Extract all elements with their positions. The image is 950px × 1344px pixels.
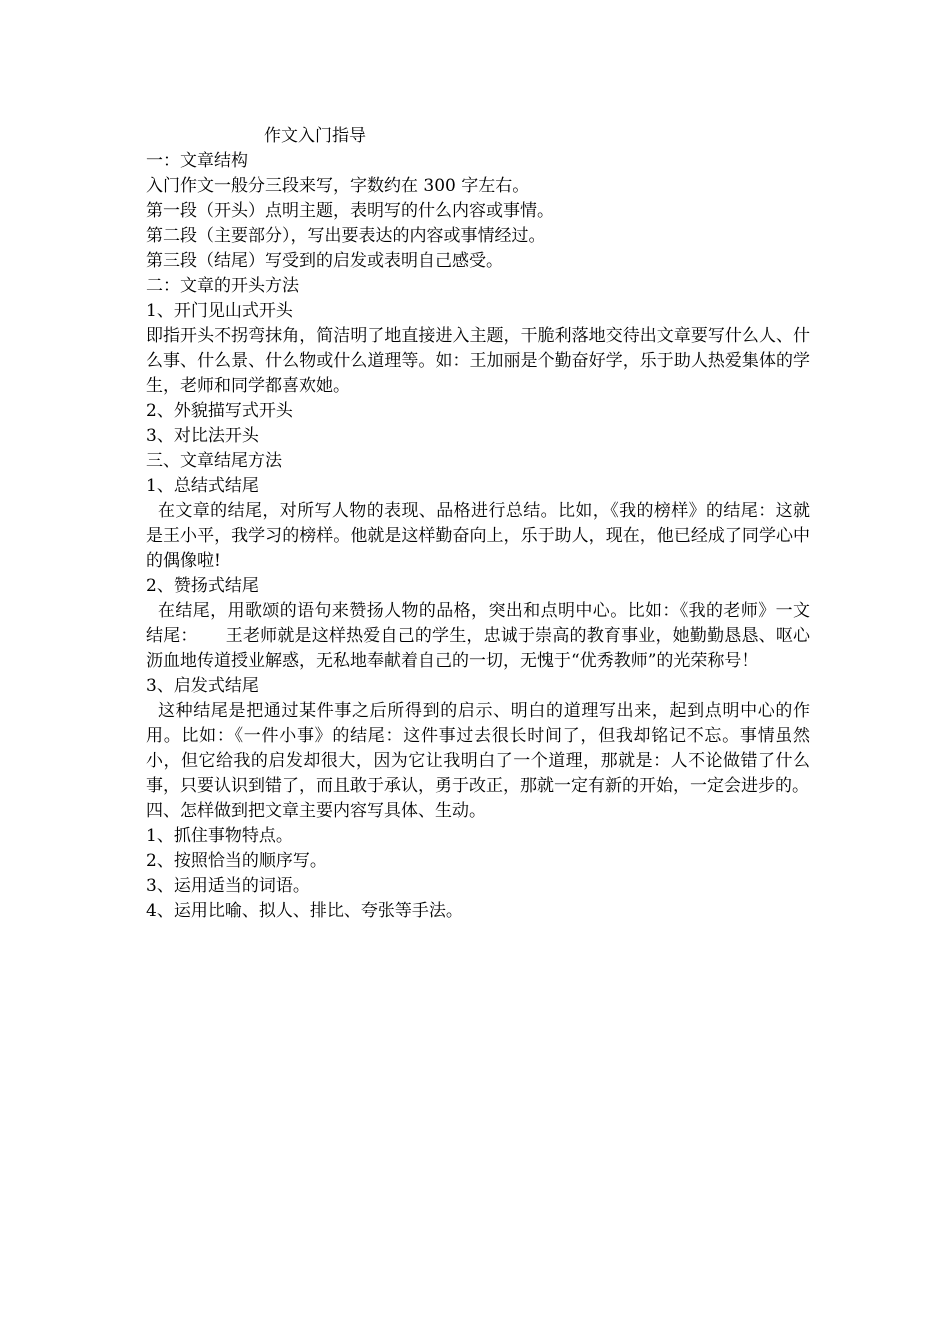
section-heading-opening: 二：文章的开头方法 — [146, 276, 299, 296]
structure-intro: 入门作文一般分三段来写，字数约在 300 字左右。 — [146, 176, 530, 196]
ending-method-3-text: 这种结尾是把通过某件事之后所得到的启示、明白的道理写出来，起到点明中心的作用。比如：《一件小事》的结尾：这件事过去很长时间了，但我却铭记不忘。事情虽然小，但它给我的启发却很大，因为它让我明白了一个道理，那就是：人不论做错了什么事，只要认识到错了，而且敢于承认，勇于改正，那就一定有新的开始，一定会进步的。 — [146, 701, 810, 796]
details-item-2: 2、按照恰当的顺序写。 — [146, 851, 327, 871]
opening-method-1-text: 即指开头不拐弯抹角，简洁明了地直接进入主题，干脆利落地交待出文章要写什么人、什么事、什么景、什么物或什么道理等。如：王加丽是个勤奋好学，乐于助人热爱集体的学生，老师和同学都喜欢她。 — [146, 326, 810, 396]
opening-method-3: 3、对比法开头 — [146, 426, 259, 446]
opening-method-2: 2、外貌描写式开头 — [146, 401, 293, 421]
ending-method-1-text: 在文章的结尾，对所写人物的表现、品格进行总结。比如，《我的榜样》的结尾：这就是王小平，我学习的榜样。他就是这样勤奋向上，乐于助人，现在，他已经成了同学心中的偶像啦! — [146, 501, 810, 571]
ending-method-1: 1、总结式结尾 — [146, 476, 259, 496]
structure-paragraph-1: 第一段（开头）点明主题，表明写的什么内容或事情。 — [146, 201, 554, 221]
structure-paragraph-3: 第三段（结尾）写受到的启发或表明自己感受。 — [146, 251, 503, 271]
details-item-3: 3、运用适当的词语。 — [146, 876, 310, 896]
ending-method-2: 2、赞扬式结尾 — [146, 576, 259, 596]
structure-paragraph-2: 第二段（主要部分），写出要表达的内容或事情经过。 — [146, 226, 546, 246]
document-body — [146, 124, 810, 924]
opening-method-1: 1、开门见山式开头 — [146, 301, 293, 321]
details-item-1: 1、抓住事物特点。 — [146, 826, 293, 846]
ending-method-2-text-b: 王老师就是这样热爱自己的学生，忠诚于崇高的教育事业，她勤勤恳恳、呕心沥血地传道授业解惑，无私地奉献着自己的一切，无愧于“优秀教师”的光荣称号！ — [146, 626, 811, 671]
section-heading-ending: 三、文章结尾方法 — [146, 451, 282, 471]
details-item-4: 4、运用比喻、拟人、排比、夸张等手法。 — [146, 901, 463, 921]
section-heading-structure: 一：文章结构 — [146, 151, 248, 171]
section-heading-details: 四、怎样做到把文章主要内容写具体、生动。 — [146, 801, 486, 821]
document-title: 作文入门指导 — [264, 126, 366, 146]
ending-method-3: 3、启发式结尾 — [146, 676, 259, 696]
ending-method-2-text-a: 在结尾，用歌颂的语句来赞扬人物的品格，突出和点明中心。比如：《我的老师》一文结尾： — [146, 601, 810, 646]
ending-method-2-text — [146, 599, 810, 674]
